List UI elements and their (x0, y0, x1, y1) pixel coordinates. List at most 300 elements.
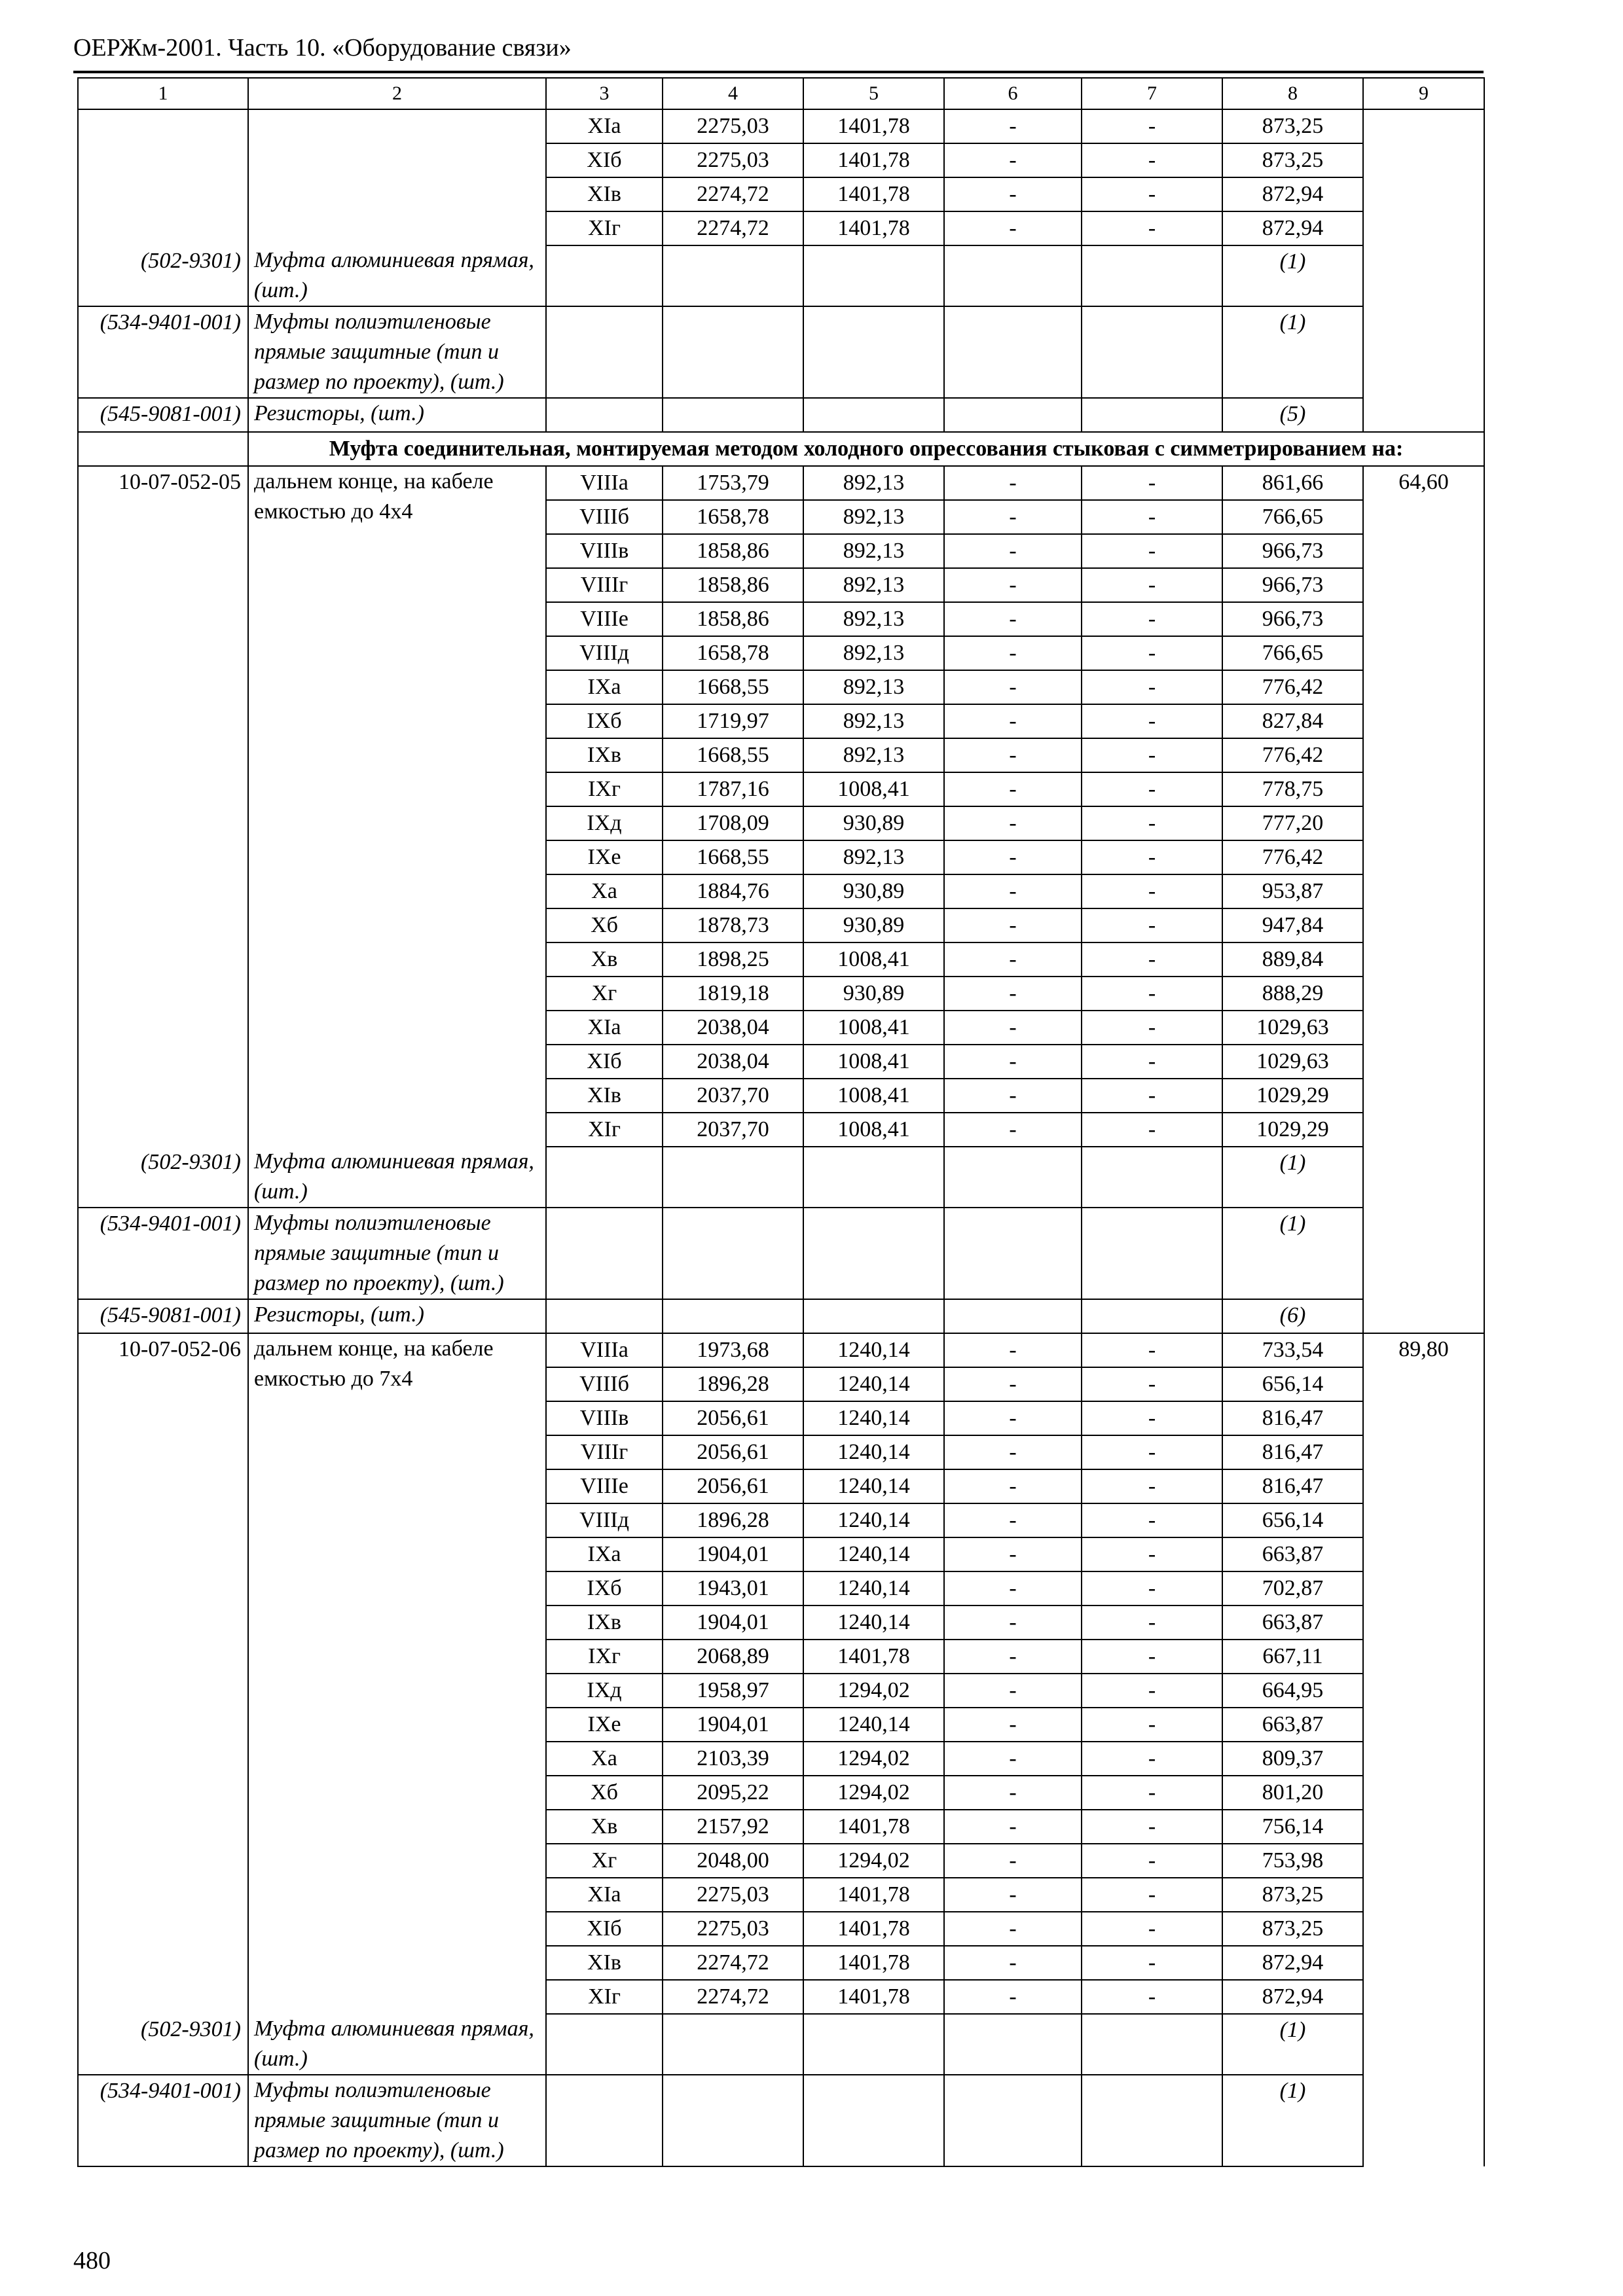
value-cell: 733,54 (1222, 1333, 1363, 1367)
value-cell: - (1082, 1946, 1222, 1980)
value-cell: 776,42 (1222, 840, 1363, 874)
value-cell: Xг (546, 1844, 663, 1878)
empty-cell (803, 2014, 944, 2075)
value-cell: - (944, 466, 1082, 500)
empty-cell (546, 398, 663, 432)
material-name: Резисторы, (шт.) (248, 1299, 546, 1333)
value-cell: 1029,63 (1222, 1011, 1363, 1045)
empty-cell (1082, 2014, 1222, 2075)
value-cell: 1240,14 (803, 1333, 944, 1367)
value-cell: 1008,41 (803, 1045, 944, 1079)
column-number-cell: 1 (78, 78, 248, 109)
value-cell: 892,13 (803, 738, 944, 772)
value-cell: 1240,14 (803, 1435, 944, 1469)
material-row (78, 398, 1484, 432)
page-number: 480 (73, 2247, 111, 2274)
value-cell: 1401,78 (803, 143, 944, 177)
value-cell: - (1082, 1435, 1222, 1469)
value-cell: XIб (546, 1912, 663, 1946)
value-cell: 1898,25 (663, 942, 803, 977)
value-cell: 1904,01 (663, 1708, 803, 1742)
value-cell: 892,13 (803, 636, 944, 670)
value-cell: Xб (546, 1776, 663, 1810)
value-cell: 2038,04 (663, 1045, 803, 1079)
empty-cell (1082, 2075, 1222, 2166)
value-cell: 1401,78 (803, 1980, 944, 2014)
empty-cell (546, 2075, 663, 2166)
value-cell: 930,89 (803, 977, 944, 1011)
value-cell: VIIIг (546, 568, 663, 602)
value-cell: - (1082, 211, 1222, 245)
value-cell: IXд (546, 1674, 663, 1708)
value-cell: - (1082, 1980, 1222, 2014)
code-cell: 10-07-052-05 (78, 466, 248, 1147)
value-cell: 1294,02 (803, 1776, 944, 1810)
value-cell: 1401,78 (803, 1878, 944, 1912)
value-cell: VIIIб (546, 500, 663, 534)
value-cell: - (1082, 1878, 1222, 1912)
value-cell: Xг (546, 977, 663, 1011)
value-cell: - (1082, 602, 1222, 636)
material-name: Муфты полиэтиленовые прямые защитные (тип и размер по проекту), (шт.) (248, 306, 546, 398)
value-cell: - (1082, 977, 1222, 1011)
value-cell: 1753,79 (663, 466, 803, 500)
empty-cell (944, 306, 1082, 398)
material-row (78, 1299, 1484, 1333)
material-qty: (1) (1222, 1147, 1363, 1208)
value-cell: 1401,78 (803, 109, 944, 143)
value-cell: XIa (546, 1011, 663, 1045)
value-cell: - (1082, 1537, 1222, 1571)
value-cell: 2274,72 (663, 1946, 803, 1980)
value-cell: 664,95 (1222, 1674, 1363, 1708)
value-cell: - (1082, 1011, 1222, 1045)
empty-cell (546, 1147, 663, 1208)
value-cell: - (944, 1946, 1082, 1980)
value-cell: 766,65 (1222, 500, 1363, 534)
value-cell: 1904,01 (663, 1605, 803, 1640)
name-cell: дальнем конце, на кабеле емкостью до 4х4 (248, 466, 546, 1147)
value-cell: - (1082, 704, 1222, 738)
value-cell: 1973,68 (663, 1333, 803, 1367)
value-cell: IXв (546, 1605, 663, 1640)
value-cell: - (944, 1113, 1082, 1147)
value-cell: 1029,63 (1222, 1045, 1363, 1079)
value-cell: 953,87 (1222, 874, 1363, 908)
empty-cell (663, 306, 803, 398)
section-title: Муфта соединительная, монтируемая методом холодного опрессования стыковая с симметрированием на: (248, 432, 1484, 466)
value-cell: 1029,29 (1222, 1079, 1363, 1113)
value-cell: 1240,14 (803, 1571, 944, 1605)
material-qty: (1) (1222, 2075, 1363, 2166)
value-cell: XIв (546, 1946, 663, 1980)
value-cell: - (1082, 772, 1222, 806)
material-name: Муфта алюминиевая прямая, (шт.) (248, 2014, 546, 2075)
value-cell: 1858,86 (663, 534, 803, 568)
table-row (78, 109, 1484, 143)
value-cell: 2056,61 (663, 1435, 803, 1469)
value-cell: 1668,55 (663, 670, 803, 704)
value-cell: - (944, 602, 1082, 636)
value-cell: 873,25 (1222, 109, 1363, 143)
value-cell: - (1082, 1674, 1222, 1708)
value-cell: 892,13 (803, 568, 944, 602)
value-cell: 872,94 (1222, 1980, 1363, 2014)
value-cell: 1884,76 (663, 874, 803, 908)
column-number-cell: 3 (546, 78, 663, 109)
value-cell: - (944, 977, 1082, 1011)
value-cell: - (944, 1674, 1082, 1708)
empty-cell (663, 1147, 803, 1208)
value-cell: Xa (546, 874, 663, 908)
value-cell: 1904,01 (663, 1537, 803, 1571)
value-cell: - (944, 1708, 1082, 1742)
value-cell: 778,75 (1222, 772, 1363, 806)
value-cell: - (1082, 1367, 1222, 1401)
value-cell: 1240,14 (803, 1469, 944, 1503)
value-cell: 892,13 (803, 840, 944, 874)
value-cell: - (944, 1640, 1082, 1674)
value-cell: 1240,14 (803, 1708, 944, 1742)
value-cell: - (944, 1045, 1082, 1079)
col9-cell (1363, 109, 1484, 432)
value-cell: 930,89 (803, 874, 944, 908)
material-qty: (1) (1222, 306, 1363, 398)
column-number-cell: 8 (1222, 78, 1363, 109)
value-cell: 2275,03 (663, 109, 803, 143)
empty-cell (803, 1299, 944, 1333)
empty-cell (663, 1299, 803, 1333)
column-number-cell: 4 (663, 78, 803, 109)
value-cell: 1896,28 (663, 1367, 803, 1401)
material-name: Муфты полиэтиленовые прямые защитные (тип и размер по проекту), (шт.) (248, 2075, 546, 2166)
value-cell: 1240,14 (803, 1537, 944, 1571)
empty-cell (1082, 1208, 1222, 1299)
value-cell: 663,87 (1222, 1537, 1363, 1571)
value-cell: XIб (546, 1045, 663, 1079)
empty-cell (546, 2014, 663, 2075)
value-cell: 1401,78 (803, 1640, 944, 1674)
value-cell: - (1082, 1742, 1222, 1776)
empty-cell (1082, 1299, 1222, 1333)
value-cell: 1658,78 (663, 636, 803, 670)
value-cell: 873,25 (1222, 143, 1363, 177)
header-rule (73, 71, 1484, 73)
value-cell: Xв (546, 1810, 663, 1844)
value-cell: - (1082, 1401, 1222, 1435)
value-cell: 2095,22 (663, 1776, 803, 1810)
value-cell: XIв (546, 1079, 663, 1113)
material-row (78, 306, 1484, 398)
empty-cell (663, 245, 803, 306)
material-qty: (1) (1222, 1208, 1363, 1299)
name-cell (248, 109, 546, 245)
value-cell: 872,94 (1222, 211, 1363, 245)
value-cell: IXг (546, 1640, 663, 1674)
empty-cell (944, 2075, 1082, 2166)
material-name: Муфта алюминиевая прямая, (шт.) (248, 245, 546, 306)
value-cell: 1401,78 (803, 177, 944, 211)
material-qty: (5) (1222, 398, 1363, 432)
material-row (78, 1147, 1484, 1208)
value-cell: 801,20 (1222, 1776, 1363, 1810)
column-number-cell: 5 (803, 78, 944, 109)
value-cell: XIг (546, 1113, 663, 1147)
value-cell: 667,11 (1222, 1640, 1363, 1674)
col9-cell: 89,80 (1363, 1333, 1484, 2166)
value-cell: 1294,02 (803, 1674, 944, 1708)
value-cell: 1008,41 (803, 942, 944, 977)
value-cell: 753,98 (1222, 1844, 1363, 1878)
value-cell: - (1082, 1708, 1222, 1742)
value-cell: - (1082, 1776, 1222, 1810)
value-cell: 889,84 (1222, 942, 1363, 977)
value-cell: 2048,00 (663, 1844, 803, 1878)
material-code: (534-9401-001) (78, 1208, 248, 1299)
table-container (77, 77, 1485, 2167)
value-cell: 1858,86 (663, 602, 803, 636)
value-cell: - (944, 1605, 1082, 1640)
value-cell: 2274,72 (663, 211, 803, 245)
value-cell: 1819,18 (663, 977, 803, 1011)
material-code: (502-9301) (78, 1147, 248, 1208)
value-cell: 816,47 (1222, 1435, 1363, 1469)
value-cell: VIIIб (546, 1367, 663, 1401)
material-code: (502-9301) (78, 2014, 248, 2075)
material-code: (545-9081-001) (78, 1299, 248, 1333)
material-row (78, 2075, 1484, 2166)
empty-cell (803, 306, 944, 398)
value-cell: XIв (546, 177, 663, 211)
value-cell: - (944, 1980, 1082, 2014)
value-cell: 2275,03 (663, 1912, 803, 1946)
value-cell: 892,13 (803, 466, 944, 500)
value-cell: - (1082, 500, 1222, 534)
value-cell: 873,25 (1222, 1912, 1363, 1946)
value-cell: - (944, 1776, 1082, 1810)
material-row (78, 245, 1484, 306)
empty-cell (1082, 398, 1222, 432)
value-cell: XIг (546, 211, 663, 245)
column-number-cell: 7 (1082, 78, 1222, 109)
value-cell: 766,65 (1222, 636, 1363, 670)
value-cell: 1708,09 (663, 806, 803, 840)
value-cell: 1294,02 (803, 1844, 944, 1878)
value-cell: 872,94 (1222, 1946, 1363, 1980)
value-cell: Xб (546, 908, 663, 942)
value-cell: 1401,78 (803, 1912, 944, 1946)
value-cell: - (1082, 1469, 1222, 1503)
column-number-cell: 2 (248, 78, 546, 109)
empty-cell (663, 2014, 803, 2075)
value-cell: Xв (546, 942, 663, 977)
value-cell: - (1082, 874, 1222, 908)
value-cell: 892,13 (803, 602, 944, 636)
value-cell: VIIIa (546, 466, 663, 500)
empty-cell (944, 1147, 1082, 1208)
value-cell: - (944, 211, 1082, 245)
empty-cell (944, 398, 1082, 432)
value-cell: - (944, 1810, 1082, 1844)
value-cell: - (1082, 1912, 1222, 1946)
value-cell: 2056,61 (663, 1469, 803, 1503)
value-cell: 663,87 (1222, 1708, 1363, 1742)
value-cell: - (1082, 109, 1222, 143)
empty-cell (944, 1208, 1082, 1299)
value-cell: - (944, 1742, 1082, 1776)
value-cell: 1240,14 (803, 1503, 944, 1537)
value-cell: 1896,28 (663, 1503, 803, 1537)
value-cell: IXв (546, 738, 663, 772)
value-cell: - (944, 143, 1082, 177)
value-cell: 2037,70 (663, 1113, 803, 1147)
document-header: ОЕРЖм-2001. Часть 10. «Оборудование связи» (73, 34, 572, 62)
value-cell: VIIIa (546, 1333, 663, 1367)
value-cell: 1858,86 (663, 568, 803, 602)
empty-cell (944, 1299, 1082, 1333)
value-cell: 777,20 (1222, 806, 1363, 840)
value-cell: 930,89 (803, 908, 944, 942)
value-cell: XIб (546, 143, 663, 177)
value-cell: 656,14 (1222, 1367, 1363, 1401)
value-cell: - (1082, 908, 1222, 942)
value-cell: - (944, 1503, 1082, 1537)
empty-cell (944, 245, 1082, 306)
value-cell: - (944, 1912, 1082, 1946)
value-cell: - (944, 534, 1082, 568)
value-cell: 827,84 (1222, 704, 1363, 738)
value-cell: 2068,89 (663, 1640, 803, 1674)
value-cell: 1294,02 (803, 1742, 944, 1776)
value-cell: 2038,04 (663, 1011, 803, 1045)
value-cell: - (944, 1571, 1082, 1605)
value-cell: 1008,41 (803, 1011, 944, 1045)
value-cell: IXе (546, 840, 663, 874)
value-cell: 966,73 (1222, 602, 1363, 636)
value-cell: 1401,78 (803, 1810, 944, 1844)
value-cell: - (1082, 568, 1222, 602)
value-cell: 892,13 (803, 670, 944, 704)
value-cell: 947,84 (1222, 908, 1363, 942)
value-cell: 656,14 (1222, 1503, 1363, 1537)
rates-table (77, 77, 1485, 2167)
value-cell: 892,13 (803, 704, 944, 738)
value-cell: - (1082, 806, 1222, 840)
value-cell: 816,47 (1222, 1469, 1363, 1503)
value-cell: - (944, 874, 1082, 908)
value-cell: - (944, 772, 1082, 806)
value-cell: IXa (546, 1537, 663, 1571)
material-name: Муфта алюминиевая прямая, (шт.) (248, 1147, 546, 1208)
material-row (78, 1208, 1484, 1299)
value-cell: - (944, 177, 1082, 211)
value-cell: - (944, 806, 1082, 840)
value-cell: - (1082, 1333, 1222, 1367)
value-cell: - (1082, 143, 1222, 177)
column-number-row (78, 78, 1484, 109)
value-cell: 1401,78 (803, 1946, 944, 1980)
material-name: Муфты полиэтиленовые прямые защитные (тип и размер по проекту), (шт.) (248, 1208, 546, 1299)
value-cell: - (944, 1844, 1082, 1878)
value-cell: - (1082, 1810, 1222, 1844)
value-cell: - (1082, 1640, 1222, 1674)
empty-cell (803, 1147, 944, 1208)
value-cell: 756,14 (1222, 1810, 1363, 1844)
value-cell: 930,89 (803, 806, 944, 840)
value-cell: 816,47 (1222, 1401, 1363, 1435)
value-cell: - (944, 908, 1082, 942)
value-cell: - (1082, 177, 1222, 211)
value-cell: IXб (546, 1571, 663, 1605)
value-cell: - (1082, 1503, 1222, 1537)
value-cell: - (944, 670, 1082, 704)
value-cell: - (1082, 1045, 1222, 1079)
value-cell: - (1082, 670, 1222, 704)
value-cell: - (944, 1435, 1082, 1469)
value-cell: IXд (546, 806, 663, 840)
value-cell: - (1082, 636, 1222, 670)
value-cell: XIa (546, 109, 663, 143)
value-cell: 1240,14 (803, 1367, 944, 1401)
value-cell: - (944, 1537, 1082, 1571)
value-cell: 1008,41 (803, 1113, 944, 1147)
value-cell: 809,37 (1222, 1742, 1363, 1776)
empty-cell (803, 245, 944, 306)
value-cell: IXе (546, 1708, 663, 1742)
value-cell: 2274,72 (663, 177, 803, 211)
value-cell: 892,13 (803, 500, 944, 534)
value-cell: 1943,01 (663, 1571, 803, 1605)
value-cell: - (944, 1333, 1082, 1367)
value-cell: 872,94 (1222, 177, 1363, 211)
empty-cell (1082, 245, 1222, 306)
value-cell: - (944, 109, 1082, 143)
empty-cell (663, 2075, 803, 2166)
value-cell: 966,73 (1222, 534, 1363, 568)
value-cell: VIIIе (546, 1469, 663, 1503)
value-cell: - (1082, 534, 1222, 568)
column-number-cell: 6 (944, 78, 1082, 109)
table-row (78, 466, 1484, 500)
empty-cell (1082, 1147, 1222, 1208)
value-cell: Xa (546, 1742, 663, 1776)
material-name: Резисторы, (шт.) (248, 398, 546, 432)
value-cell: - (1082, 738, 1222, 772)
value-cell: 888,29 (1222, 977, 1363, 1011)
value-cell: 966,73 (1222, 568, 1363, 602)
value-cell: 1668,55 (663, 840, 803, 874)
rates-table-body (78, 78, 1484, 2166)
empty-cell (663, 1208, 803, 1299)
material-qty: (1) (1222, 245, 1363, 306)
value-cell: 2037,70 (663, 1079, 803, 1113)
value-cell: - (944, 568, 1082, 602)
empty-cell (803, 398, 944, 432)
value-cell: 2103,39 (663, 1742, 803, 1776)
value-cell: 776,42 (1222, 670, 1363, 704)
value-cell: - (944, 840, 1082, 874)
value-cell: 873,25 (1222, 1878, 1363, 1912)
value-cell: 2275,03 (663, 1878, 803, 1912)
value-cell: VIIIд (546, 1503, 663, 1537)
value-cell: - (944, 704, 1082, 738)
name-cell: дальнем конце, на кабеле емкостью до 7х4 (248, 1333, 546, 2014)
value-cell: VIIIд (546, 636, 663, 670)
value-cell: - (944, 500, 1082, 534)
value-cell: XIг (546, 1980, 663, 2014)
empty-cell (663, 398, 803, 432)
value-cell: - (944, 1469, 1082, 1503)
